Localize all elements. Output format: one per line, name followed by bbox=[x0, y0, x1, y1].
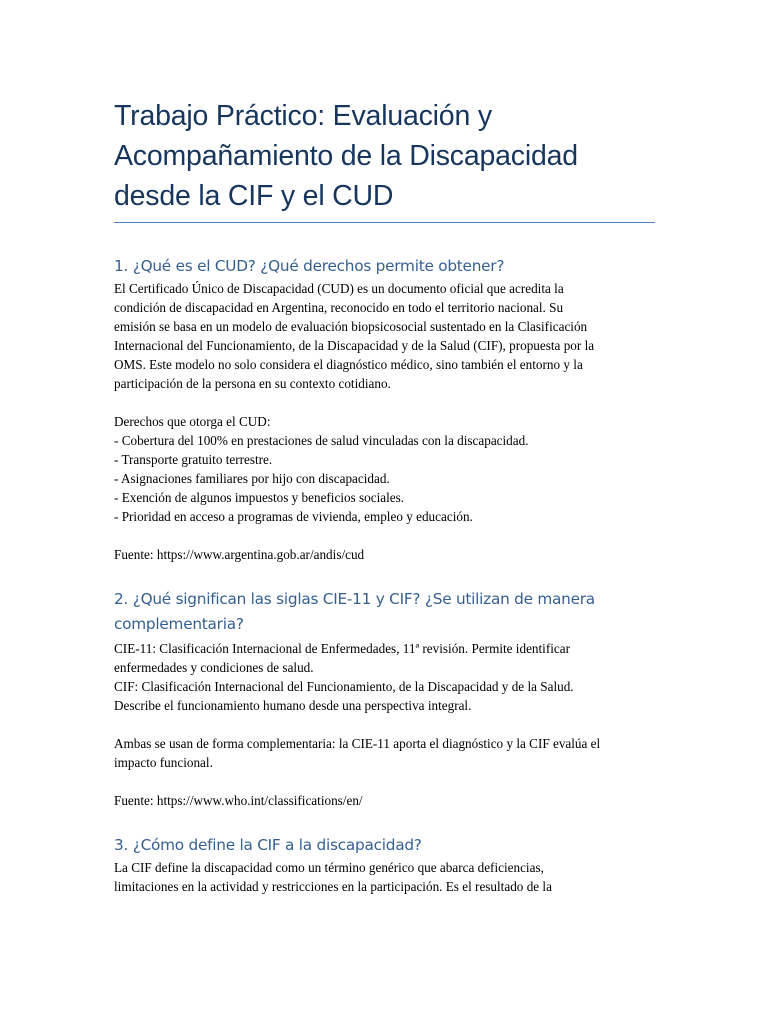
document-page bbox=[114, 96, 655, 896]
title-divider bbox=[114, 222, 655, 223]
section2-heading bbox=[114, 587, 655, 637]
paragraph-gap bbox=[114, 772, 655, 791]
paragraph-line: participación de la persona en su contexto cotidiano. bbox=[114, 376, 391, 391]
section2-source: Fuente: https://www.who.int/classifications/en/ bbox=[114, 793, 363, 808]
section3-body bbox=[114, 858, 655, 896]
paragraph-line: El Certificado Único de Discapacidad (CUD) es un documento oficial que acredita la bbox=[114, 281, 564, 296]
paragraph-gap bbox=[114, 715, 655, 734]
paragraph-gap bbox=[114, 526, 655, 545]
paragraph-line: condición de discapacidad en Argentina, reconocido en todo el territorio nacional. Su bbox=[114, 300, 564, 315]
rights-item: - Prioridad en acceso a programas de vivienda, empleo y educación. bbox=[114, 509, 473, 524]
rights-item: - Cobertura del 100% en prestaciones de salud vinculadas con la discapacidad. bbox=[114, 433, 529, 448]
paragraph-line: Ambas se usan de forma complementaria: la CIE-11 aporta el diagnóstico y la CIF evalúa el bbox=[114, 736, 601, 751]
document-title bbox=[114, 96, 655, 222]
section2-definitions bbox=[114, 639, 655, 715]
section2-complement bbox=[114, 734, 655, 772]
section1-rights bbox=[114, 412, 655, 526]
rights-item: - Exención de algunos impuestos y beneficios sociales. bbox=[114, 490, 405, 505]
rights-item: - Transporte gratuito terrestre. bbox=[114, 452, 273, 467]
paragraph-line: OMS. Este modelo no solo considera el diagnóstico médico, sino también el entorno y la bbox=[114, 357, 583, 372]
paragraph-line: CIF: Clasificación Internacional del Funcionamiento, de la Discapacidad y de la Salud. bbox=[114, 679, 574, 694]
section3-heading: 3. ¿Cómo define la CIF a la discapacidad? bbox=[114, 836, 422, 854]
section1-source: Fuente: https://www.argentina.gob.ar/andis/cud bbox=[114, 547, 365, 562]
title-line: Acompañamiento de la Discapacidad bbox=[114, 140, 578, 172]
paragraph-line: impacto funcional. bbox=[114, 755, 213, 770]
paragraph-line: La CIF define la discapacidad como un término genérico que abarca deficiencias, bbox=[114, 860, 544, 875]
rights-heading: Derechos que otorga el CUD: bbox=[114, 414, 271, 429]
section1-heading: 1. ¿Qué es el CUD? ¿Qué derechos permite obtener? bbox=[114, 257, 505, 275]
paragraph-line: CIE-11: Clasificación Internacional de Enfermedades, 11ª revisión. Permite identificar bbox=[114, 641, 570, 656]
heading-line: 2. ¿Qué significan las siglas CIE-11 y CIF? ¿Se utilizan de manera bbox=[114, 590, 595, 608]
heading-line: complementaria? bbox=[114, 615, 244, 633]
paragraph-line: Describe el funcionamiento humano desde una perspectiva integral. bbox=[114, 698, 472, 713]
paragraph-line: Internacional del Funcionamiento, de la Discapacidad y de la Salud (CIF), propuesta por la bbox=[114, 338, 595, 353]
paragraph-line: limitaciones en la actividad y restricciones en la participación. Es el resultado de la bbox=[114, 879, 552, 894]
title-line: desde la CIF y el CUD bbox=[114, 180, 394, 212]
paragraph-line: enfermedades y condiciones de salud. bbox=[114, 660, 314, 675]
title-line: Trabajo Práctico: Evaluación y bbox=[114, 100, 492, 132]
section1-intro bbox=[114, 279, 655, 393]
paragraph-line: emisión se basa en un modelo de evaluación biopsicosocial sustentado en la Clasificación bbox=[114, 319, 588, 334]
rights-item: - Asignaciones familiares por hijo con discapacidad. bbox=[114, 471, 390, 486]
paragraph-gap bbox=[114, 393, 655, 412]
